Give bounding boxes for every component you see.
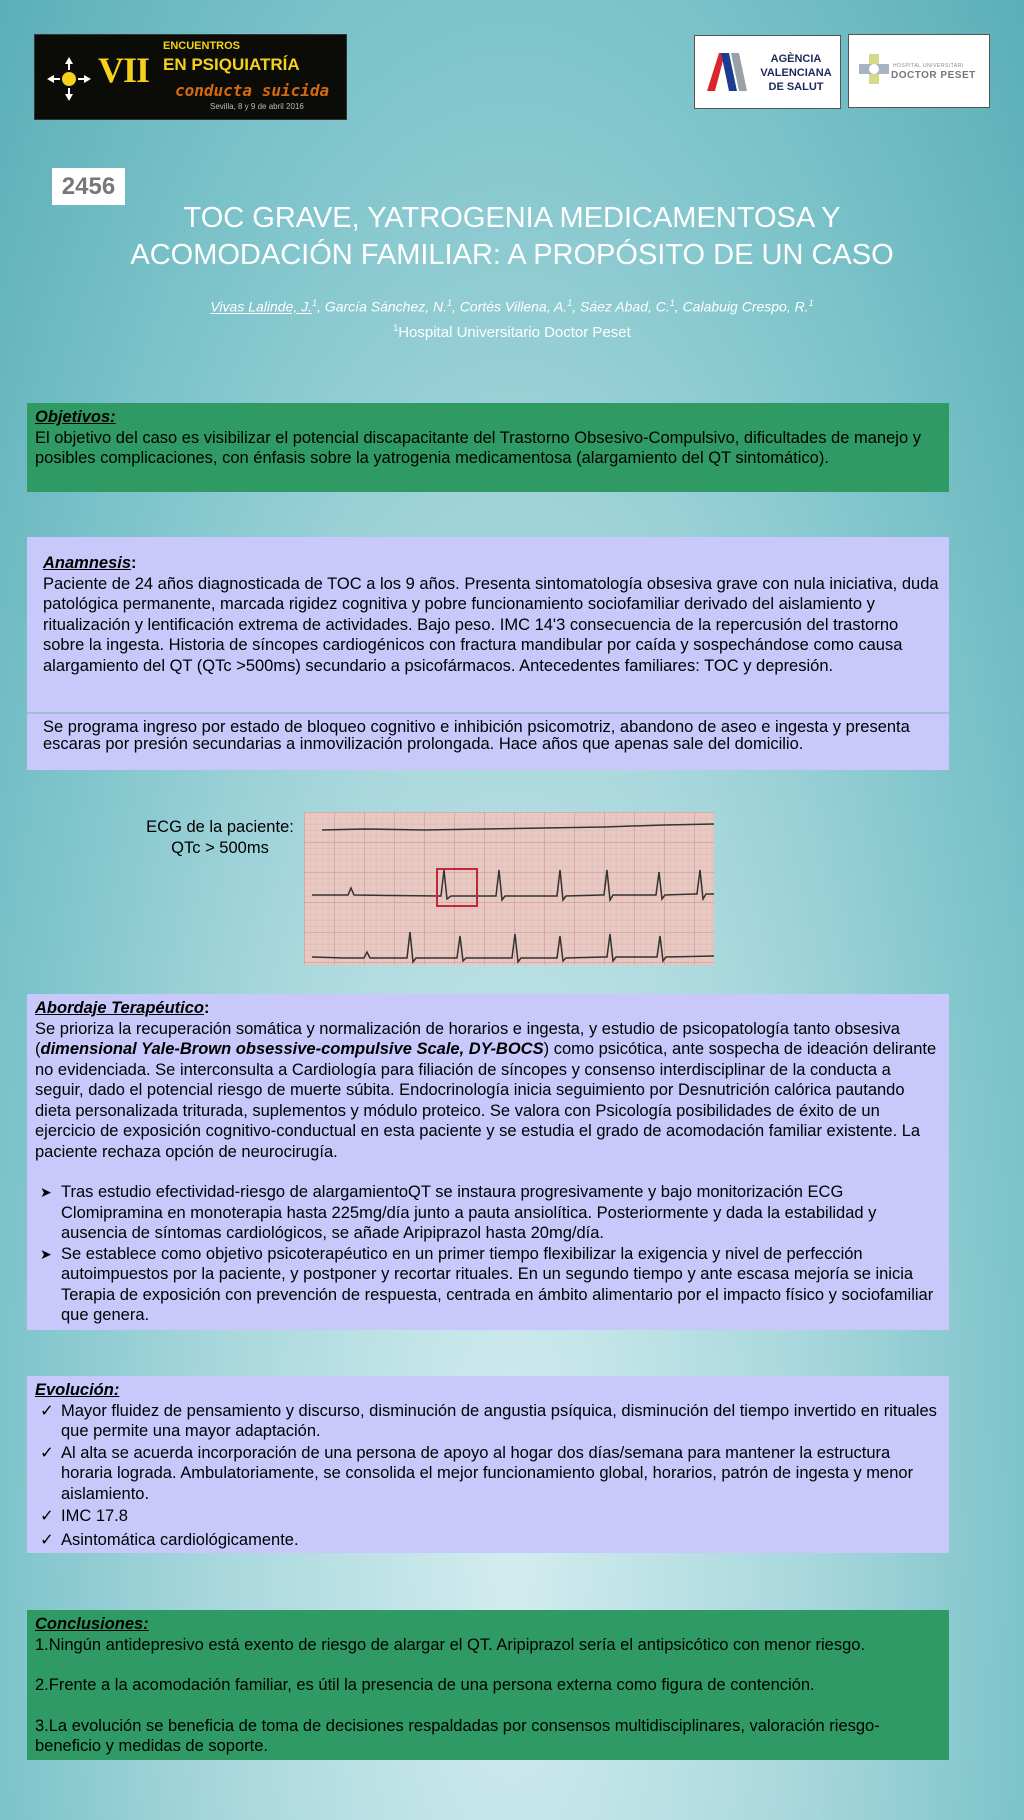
ecg-image	[304, 812, 714, 965]
event-logo-line2: EN PSIQUIATRÍA	[163, 55, 300, 74]
author-name: Vivas Lalinde, J.	[210, 298, 313, 315]
list-item: ➤ Tras estudio efectividad-riesgo de alargamientoQT se instaura progresivamente y bajo monitorización ECG Clomipramina en monoterapia hasta 225mg/día junto a pauta ansiolítica. Posteriormente y dada la estabilidad y ausencia de síntomas cardiológicos, se añade Aripiprazol hasta 20mg/día.	[40, 1183, 877, 1242]
checkmark-icon: ✓	[40, 1530, 54, 1549]
avs-mark-icon	[703, 47, 751, 95]
title-line2: ACOMODACIÓN FAMILIAR: A PROPÓSITO DE UN CASO	[130, 239, 894, 271]
anamnesis-heading: Anamnesis	[43, 554, 132, 572]
list-item: ✓ Mayor fluidez de pensamiento y discurso, disminución de angustia psíquica, disminución del tiempo invertido en rituales que permite una mayor adaptación.	[40, 1401, 937, 1440]
affiliation: $^1$Hospital Universitario Doctor Peset	[393, 323, 631, 341]
author-name: Calabuig Crespo, R.	[682, 298, 809, 315]
author-name: García Sánchez, N.	[324, 298, 448, 315]
checkmark-icon: ✓	[40, 1443, 54, 1462]
author-name: Cortés Villena, A.	[459, 298, 568, 315]
poster-title	[40, 200, 984, 274]
anamnesis-paragraph-2: Se programa ingreso por estado de bloqueo cognitivo e inhibición psicomotriz, abandono de aseo e ingesta y presenta escaras por presión secundarias a inmovilización prolongada. Hace años que apenas sale del domicilio.	[43, 718, 910, 753]
section-divider	[27, 712, 949, 714]
list-item: ✓ IMC 17.8	[40, 1507, 128, 1525]
conclusions-section	[27, 1610, 949, 1760]
peset-cross-icon	[857, 52, 891, 86]
list-item: ✓ Al alta se acuerda incorporación de una persona de apoyo al hogar dos días/semana para mantener la estructura horaria lograda. Ambulatoriamente, se consolida el mejor funcionamiento global, horarios, patrón de ingesta y menor aislamiento.	[40, 1443, 914, 1503]
conclusion-item: 3.La evolución se beneficia de toma de decisiones respaldadas por consensos multidisciplinares, valoración riesgo-beneficio y medidas de soporte.	[35, 1716, 880, 1755]
arrowhead-bullet-icon: ➤	[40, 1184, 52, 1200]
objectives-section	[27, 403, 949, 492]
evolution-list	[35, 1401, 941, 1551]
list-item: ➤ Se establece como objetivo psicoterapéutico en un primer tiempo flexibilizar la exigencia y nivel de perfección autoimpuestos por la paciente, y postponer y recortar rituales. En un segundo tiempo y ante escasa mejoría se inicia Terapia de exposición con prevención de respuesta, centrada en ámbito alimentario por el impacto físico y sociofamiliar que genera.	[40, 1244, 934, 1324]
avs-logo	[694, 35, 841, 109]
therapy-section: Abordaje Terapéutico: Se prioriza la recuperación somática y normalización de horarios e ingesta, y estudio de psicopatología tanto obsesiva (dimensional Yale-Brown obsessive-compulsive Scale, DY-BOCS) como psicótica, ante sospecha de ideación delirante no evidenciada. Se interconsulta a Cardiología para filiación de síncopes y consenso interdisciplinar de la conducta a seguir, dado el potencial riesgo de muerte súbita. Endocrinología inicia seguimiento por Desnutrición calórica pautando dieta personalizada triturada, suplementos y módulo proteico. Se valora con Psicología posibilidades de éxito de un ejercicio de exposición cognitivo-conductual en esta paciente y se estudia el grado de acomodación familiar existente. La paciente rechaza opción de neurocirugía. ➤ Tras estudio efectividad-riesgo de alargamientoQT se instaura progresivamente y bajo monitorización ECG Clomipramina en monoterapia hasta 225mg/día junto a pauta ansiolítica. Posteriormente y dada la estabilidad y ausencia de síntomas cardiológicos, se añade Aripiprazol hasta 20mg/día. ➤ Se establece como objetivo psicoterapéutico en un primer tiempo flexibilizar la exigencia y nivel de perfección autoimpuestos por la paciente, y postponer y recortar rituales. En un segundo tiempo y ante escasa mejoría se inicia Terapia de exposición con prevención de respuesta, centrada en ámbito alimentario por el impacto físico y sociofamiliar que genera.	[27, 994, 949, 1330]
therapy-list	[35, 1182, 941, 1326]
event-logo-roman: VII	[98, 50, 150, 90]
avs-logo-text: AGÈNCIA VALENCIANA DE SALUT	[760, 53, 832, 93]
peset-logo-small: HOSPITAL UNIVERSITARI	[893, 63, 964, 69]
event-logo	[34, 34, 347, 120]
conclusion-item: 2.Frente a la acomodación familiar, es útil la presencia de una persona externa como figura de contención.	[35, 1676, 815, 1694]
list-item: ✓ Asintomática cardiológicamente.	[40, 1530, 299, 1549]
authors-line: Vivas Lalinde, J.$^1$, García Sánchez, N.$^1$, Cortés Villena, A.$^1$, Sáez Abad, C.$^1$, Calabuig Crespo, R.$^1$	[210, 298, 814, 315]
anamnesis-section	[27, 537, 949, 770]
peset-logo-big: DOCTOR PESET	[891, 70, 976, 81]
anamnesis-paragraph-1: Anamnesis: Paciente de 24 años diagnosticada de TOC a los 9 años. Presenta sintomatología obsesiva grave con nula iniciativa, duda patológica permanente, marcada rigidez cognitiva y pobre funcionamiento sociofamiliar derivado del aislamiento y ritualización y lentificación extrema de actividades. Bajo peso. IMC 14'3 consecuencia de la repercusión del trastorno sobre la ingesta. Historia de síncopes cardiogénicos con fractura mandibular por caída y sospechándose como causa alargamiento del QT (QTc >500ms) secundario a psicofármacos. Antecedentes familiares: TOC y depresión.	[43, 554, 939, 675]
arrowhead-bullet-icon: ➤	[40, 1245, 52, 1262]
event-logo-line1: ENCUENTROS	[163, 40, 241, 52]
evolution-section	[27, 1376, 949, 1553]
conclusion-item: 1.Ningún antidepresivo está exento de riesgo de alargar el QT. Aripiprazol sería el antipsicótico con menor riesgo.	[35, 1635, 866, 1654]
ecg-caption: ECG de la paciente: QTc > 500ms	[146, 818, 294, 857]
checkmark-icon: ✓	[40, 1401, 54, 1420]
event-logo-line4: Sevilla, 8 y 9 de abril 2016	[210, 102, 304, 111]
event-logo-line3: conducta suicida	[175, 81, 330, 100]
objectives-text: El objetivo del caso es visibilizar el potencial discapacitante del Trastorno Obsesivo-Compulsivo, dificultades de manejo y posibles complicaciones, con énfasis sobre la yatrogenia medicamentosa (alargamiento del QT sintomático).	[35, 428, 921, 467]
conclusions-heading: Conclusiones:	[35, 1615, 149, 1633]
therapy-heading: Abordaje Terapéutico	[35, 999, 205, 1017]
checkmark-icon: ✓	[40, 1507, 54, 1525]
title-line1: TOC GRAVE, YATROGENIA MEDICAMENTOSA Y	[183, 202, 841, 234]
peset-logo	[848, 34, 990, 108]
sun-arrows-icon	[45, 55, 93, 103]
objectives-heading: Objetivos:	[35, 408, 116, 426]
poster-number: 2456	[52, 168, 125, 205]
therapy-paragraph: Se prioriza la recuperación somática y normalización de horarios e ingesta, y estudio de psicopatología tanto obsesiva (dimensional Yale-Brown obsessive-compulsive Scale, DY-BOCS) como psicótica, ante sospecha de ideación delirante no evidenciada. Se interconsulta a Cardiología para filiación de síncopes y consenso interdisciplinar de la conducta a seguir, dado el potencial riesgo de muerte súbita. Endocrinología inicia seguimiento por Desnutrición calórica pautando dieta personalizada triturada, suplementos y módulo proteico. Se valora con Psicología posibilidades de éxito de un ejercicio de exposición cognitivo-conductual en esta paciente y se estudia el grado de acomodación familiar existente. La paciente rechaza opción de neurocirugía.	[35, 1019, 937, 1161]
author-name: Sáez Abad, C.	[580, 298, 670, 315]
evolution-heading: Evolución:	[35, 1381, 120, 1399]
